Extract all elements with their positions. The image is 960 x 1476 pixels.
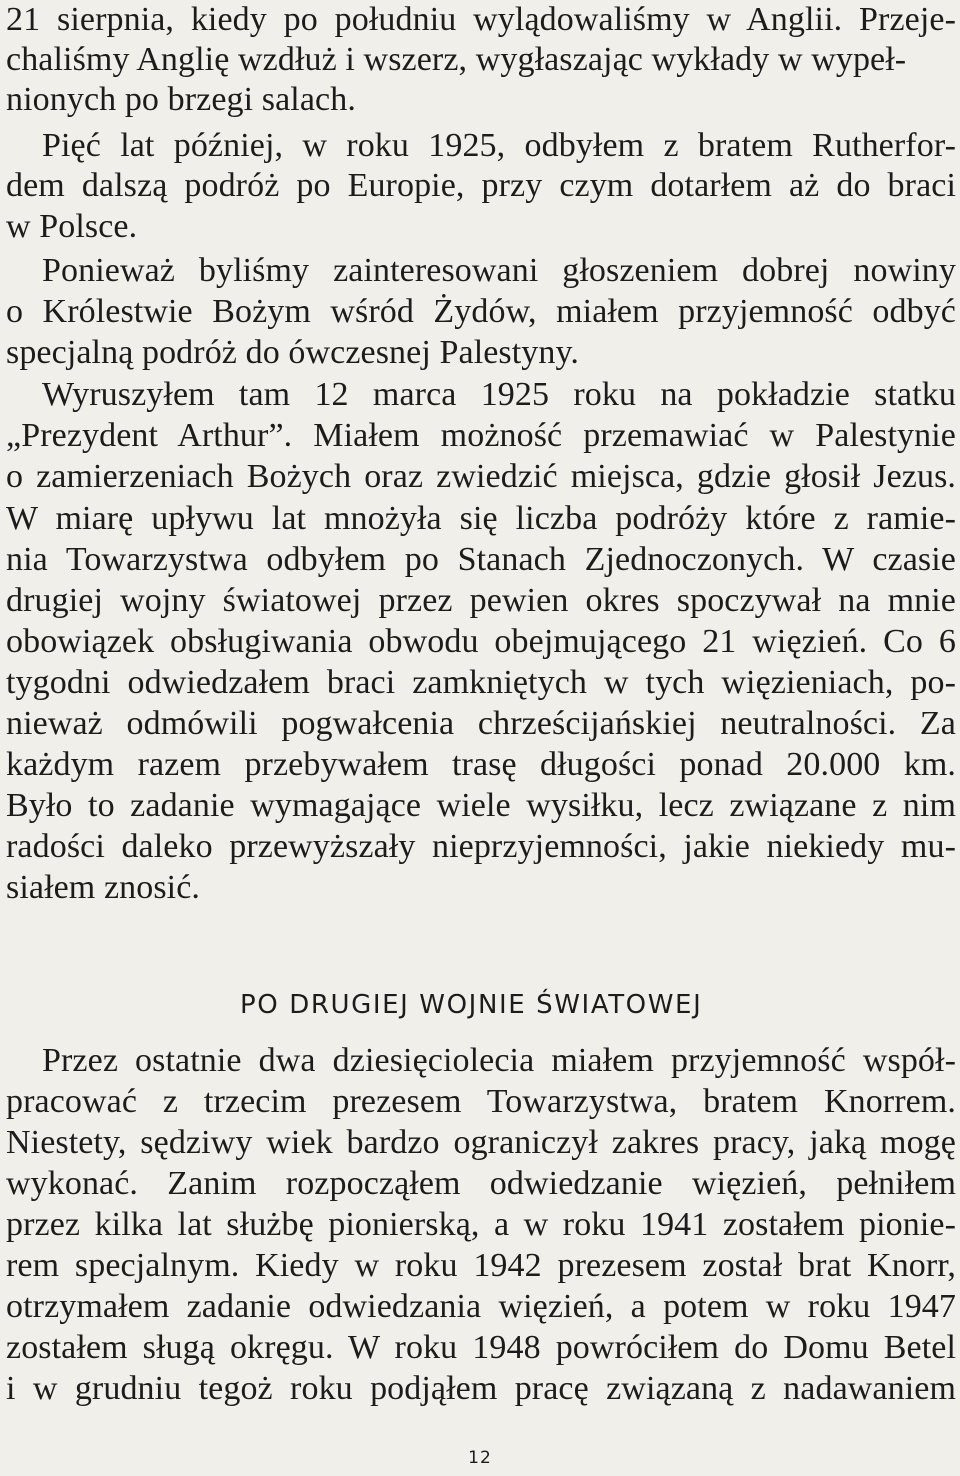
text-line: chaliśmy Anglię wzdłuż i wszerz, wygłaszając wykłady w wypeł- bbox=[6, 41, 907, 78]
text-line: Ponieważ byliśmy zainteresowani głoszeniem dobrej nowiny bbox=[42, 252, 956, 289]
text-line: Było to zadanie wymagające wiele wysiłku, lecz związane z nim bbox=[6, 787, 956, 824]
text-line: rem specjalnym. Kiedy w roku 1942 prezesem został brat Knorr, bbox=[6, 1247, 956, 1284]
text-line: nia Towarzystwa odbyłem po Stanach Zjednoczonych. W czasie bbox=[6, 541, 956, 578]
text-line: Niestety, sędziwy wiek bardzo ograniczył zakres pracy, jaką mogę bbox=[6, 1124, 956, 1161]
text-line: otrzymałem zadanie odwiedzania więzień, a potem w roku 1947 bbox=[6, 1288, 956, 1325]
text-line: obowiązek obsługiwania obwodu obejmującego 21 więzień. Co 6 bbox=[6, 623, 956, 660]
text-line: wykonać. Zanim rozpocząłem odwiedzanie więzień, pełniłem bbox=[6, 1165, 956, 1202]
text-line: i w grudniu tegoż roku podjąłem pracę związaną z nadawaniem bbox=[6, 1370, 956, 1407]
page-number: 12 bbox=[468, 1448, 492, 1468]
text-line: o zamierzeniach Bożych oraz zwiedzić miejsca, gdzie głosił Jezus. bbox=[6, 458, 956, 495]
section-heading: PO DRUGIEJ WOJNIE ŚWIATOWEJ bbox=[240, 990, 703, 1020]
text-line: nionych po brzegi salach. bbox=[6, 81, 356, 118]
text-line: radości daleko przewyższały nieprzyjemności, jakie niekiedy mu- bbox=[6, 828, 956, 865]
text-line: zostałem sługą okręgu. W roku 1948 powróciłem do Domu Betel bbox=[6, 1329, 956, 1366]
text-line: nieważ odmówili pogwałcenia chrześcijańskiej neutralności. Za bbox=[6, 705, 956, 742]
text-line: dem dalszą podróż po Europie, przy czym dotarłem aż do braci bbox=[6, 167, 956, 204]
text-line: specjalną podróż do ówczesnej Palestyny. bbox=[6, 334, 580, 371]
text-line: o Królestwie Bożym wśród Żydów, miałem przyjemność odbyć bbox=[6, 293, 956, 330]
text-line: tygodni odwiedzałem braci zamkniętych w tych więzieniach, po- bbox=[6, 664, 956, 701]
text-line: pracować z trzecim prezesem Towarzystwa, bratem Knorrem. bbox=[6, 1083, 956, 1120]
text-line: W miarę upływu lat mnożyła się liczba podróży które z ramie- bbox=[6, 500, 956, 537]
text-line: Przez ostatnie dwa dziesięciolecia miałem przyjemność współ- bbox=[42, 1042, 956, 1079]
text-line: 21 sierpnia, kiedy po południu wylądowaliśmy w Anglii. Przeje- bbox=[6, 1, 956, 38]
text-line: w Polsce. bbox=[6, 208, 138, 245]
text-line: „Prezydent Arthur”. Miałem możność przemawiać w Palestynie bbox=[6, 417, 956, 454]
text-line: przez kilka lat służbę pionierską, a w roku 1941 zostałem pionie- bbox=[6, 1206, 956, 1243]
text-line: siałem znosić. bbox=[6, 869, 201, 906]
text-line: Wyruszyłem tam 12 marca 1925 roku na pokładzie statku bbox=[42, 376, 956, 413]
text-line: każdym razem przebywałem trasę długości ponad 20.000 km. bbox=[6, 746, 956, 783]
text-line: Pięć lat później, w roku 1925, odbyłem z bratem Rutherfor- bbox=[42, 127, 956, 164]
text-line: drugiej wojny światowej przez pewien okres spoczywał na mnie bbox=[6, 582, 956, 619]
